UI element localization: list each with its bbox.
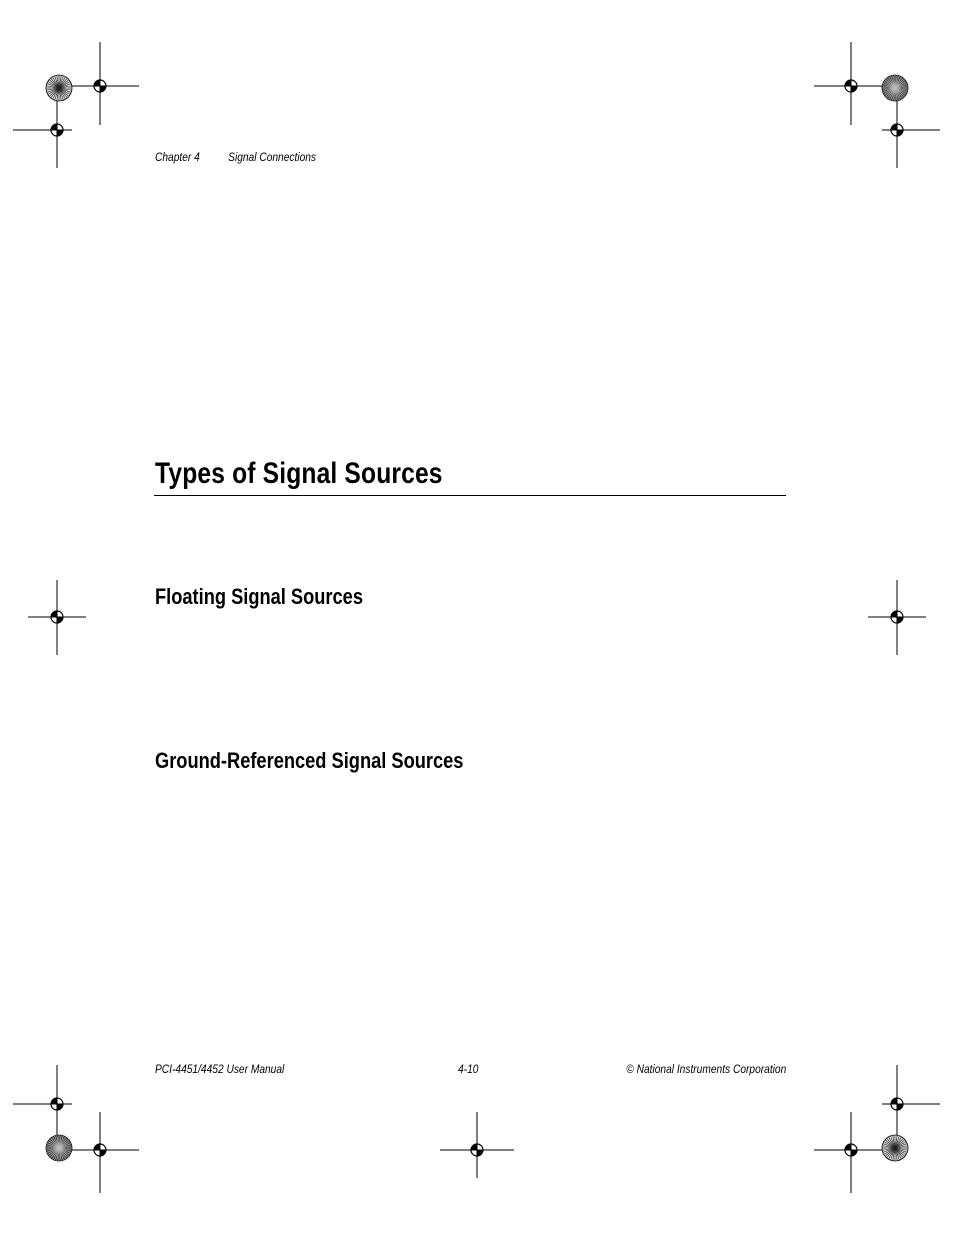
subheading-ground-referenced-signal-sources: Ground-Referenced Signal Sources [155,748,464,773]
footer-page-number: 4-10 [458,1062,479,1076]
chapter-label: Chapter 4 [155,150,200,164]
section-label: Signal Connections [228,150,317,164]
subheading-floating-signal-sources: Floating Signal Sources [155,584,363,609]
section-heading: Types of Signal Sources [155,457,443,490]
footer-manual-title: PCI-4451/4452 User Manual [155,1062,285,1076]
footer-copyright: © National Instruments Corporation [625,1062,786,1076]
